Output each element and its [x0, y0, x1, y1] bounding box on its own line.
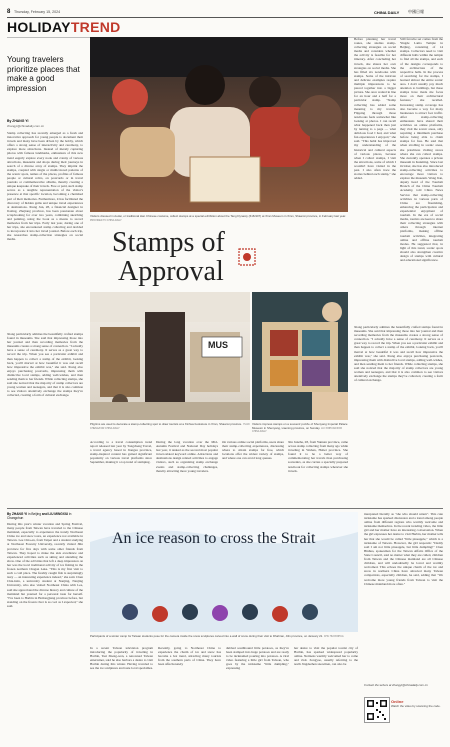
qr-code[interactable] — [364, 697, 390, 723]
photo-mid-right-credit: LIU XINHUAN/FOR CHINA DAILY — [252, 426, 342, 433]
story1-headline: Young travelers prioritize places that make a good impression — [7, 55, 80, 93]
mid-col2: During the long vacation over the Mid-Autumn Festival and National Day holidays last year, it ranked as the second most popular travel-related keyword online. Attractions and destinations design related activities to engage visitors, such as organizing stamp exchange events and stamp-collecting challenges, thereby attracting more young travelers. — [156, 440, 218, 473]
mid-col4: Xin Junzha, 28, from Yunnan province, came across stamp collecting from many ago while traveling in Wuhan, Hubei province. She found it to be a better way of commemorating her travels than purchasing souvenirs, as she carries a specially prepared notebook for collecting stamps wherever she travels. — [288, 440, 348, 473]
story2-byline-name: By ZHANG YI — [7, 512, 28, 516]
photo-mid-right-caption-text: Visitors impress stamps on a souvenir puzzle of Shenyang Imperial Palace Museum in Shenyang, Liaoning province, on Sunday. — [252, 422, 348, 430]
story1-email: zhangyi@chinadaily.com.cn — [7, 124, 45, 128]
feature-title — [90, 228, 348, 286]
story2-photo-caption — [90, 635, 358, 639]
section-title-sub: TREND — [70, 19, 121, 35]
story2-right-col: interpreted literally as "she who should return". This cute nickname has sparked discussion and a trend among people online from different regions who warmly welcome and nickname themselves. In the recent trending video, the little girl and her mother have an interesting conversation. When the girl expresses her desire to visit Harbin, her mother tells her that she would be called "little pineapple," which is a nickname of Taiwan. However, the girl responds: "Daddy said I am not little pineapple, but little dumpling!" Chen Binhua, spokesman for the Taiwan Affairs Office of the State Council, said no matter what they are called, children from Taiwan and the Chinese mainland are all Chinese children, and will undoubtedly be loved and warmly welcomed. This echoes the unique charm of the ice and snow in northern China have attracted many Taiwan compatriots, especially children, he said, adding that "We welcome more young friends from Taiwan to visit the Chinese mainland more often." — [364, 512, 443, 586]
story2-byline-name2: and LIU MINGXIU — [41, 512, 69, 516]
qr-code-icon — [365, 698, 389, 722]
photo-stamp-exhibition-image — [90, 37, 348, 212]
photo-palace-museum-puzzle — [252, 292, 348, 420]
photo-top-caption — [90, 215, 348, 222]
photo-mid-right-caption — [252, 423, 348, 434]
photo-mid-left-caption-text: Pilgrims are used to decorate a stamp-collecting spot to draw tourists at a Xinhua bookstore in Xi'an, Shaanxi province. — [90, 422, 243, 426]
feature-title-line1: Stamps of — [112, 227, 225, 258]
masthead: CHINA DAILY — [374, 10, 400, 15]
story2-byline-location2: in Changchun — [7, 512, 72, 520]
photo-top-caption-text: Visitors dressed in Aodai, or traditional Han Chinese costume, collect stamps at a special exhibition about the Tang Dynasty (618-907) at Xi'an Museum in Xi'an, Shaanxi province, in February last year. — [90, 214, 346, 218]
photo-top-credit: PROVIDED TO CHINA DAILY — [90, 218, 122, 222]
online-label: Online — [391, 699, 404, 704]
stamp-icon — [238, 248, 256, 266]
section-title — [7, 19, 121, 35]
story2-photo-credit: CHU HUI/XINHUA — [323, 635, 344, 638]
story2-col4: dubbed southbound little potatoes, as they've been stamped into huge potatoes and are ready to be nicknamed pouring into potatoes. A viral video featuring a little girl from Taiwan, who goes by the nickname "little dumpling," expressing — [226, 646, 289, 671]
photo-mid-left-credit: YUAN CHENG/FOR CHINA DAILY — [90, 423, 250, 430]
story2-col5: her desire to visit the popular tourist city of Harbin, has sparked widespread popularity online. Netizens warmly welcomed her to come and visit. Zongyao, usually referring to the north Jingdezhen snowmen, can also be — [294, 646, 358, 667]
bookstore-sign: MUS — [208, 340, 228, 350]
online-text: Watch the video by scanning the code. — [391, 704, 441, 708]
story1-body-col1: Stamp collecting has recently emerged as a fresh and innovative approach for young people to document their travels and many have been driven by the hobby, which offers a strong sense of interactivity and ceremony, to explore more attractions. Instead of merely capturing photos with famous landmarks, enthusiasts of this new trend eagerly explore every nook and cranny of various attractions, museums and shops during their journeys in search of a diverse array of stamps. They imprint the stamps, coupled with single or multicolored patterns of the scenic spots, names of the places, profiles of famous people or cultural relics, on postcards or in travel journals or commemorative albums, thereby creating a unique keepsake of their travels. Free or paid, such stamp serves as a tangible representation of the visitor's presence at that specific location, becoming a cherished part of their memories. Furthermore, it has facilitated the discovery of hidden gems and unique travel experiences at destinations. Xiang Jun, 28, a financial designer in Jiaxing, Zhejiang province, has been passionate about scrapbooking for over two years, combining sketching and painting, using the book as a means to record memories from her trips. Early last year, during one of her trips, she encountered stamp collecting and decided to incorporate it into her travel journal. Before each trip, she researches stamp-collection strategies on social media. — [7, 131, 83, 242]
photo-palace-image — [252, 292, 348, 420]
story1-body-col3: Before planning her travel routes, she studies stamp-collecting strategies on social media and considers whether the activity is feasible for her itinerary. After concluding her travels, she shares her own strategies on social media. She has filled six notebooks with stamps. Some of the intricate and delicate examples require multiple impressions to be pieced together into a bigger picture. She once waited in line for an hour and a half for a particular stamp. "Stamp collecting has added some meaning to my travels. Flipping through those notebooks feels somewhat like looking at photos. I can recall what happened back then just by turning to a page — what delicious food I had, and what fun experiences I enjoyed," she said. "This habit has improved my understanding of the historical and cultural aspects of various places, because when I collect stamps, I visit the attractions, some of which I wouldn't have visited in the past. I also often trace the stories behind each stamp," she added. — [354, 37, 396, 181]
mid-col1: According to a travel consumption trend report released last year by Tongcheng Travel, a travel agency based in Jiangsu province, stamp-inspired content has gained significant popularity on various travel platforms since September, making it a top trend of stamping. — [90, 440, 152, 465]
story-divider — [7, 508, 443, 509]
story2-byline — [7, 512, 83, 520]
photo-stamp-exhibition — [90, 37, 348, 212]
feature-title-line2: Approval — [118, 256, 224, 287]
photo-bookstore-image — [90, 292, 250, 420]
photo-mid-left-caption — [90, 423, 250, 430]
mid-col3: On various online social platforms, users share their stamp-collecting experiences, discussing where to obtain stamps for free, which locations offer the widest variety of stamps, and where one can avoid long queues. — [222, 440, 284, 461]
issue-date: Thursday, February 15, 2024 — [14, 10, 61, 14]
story2-headline: An ice reason to cross the Strait — [112, 530, 316, 547]
photo-bookstore-stamp-spot — [90, 292, 250, 420]
story1-body-col5 — [354, 325, 443, 505]
story2-left-col: During this year's winter vacation and Spring Festival, many people from Taiwan have traveled to the Chinese mainland, especially to experience the trendy Northeast China ice and snow tours, an experience not available in Taiwan. Lee Chia-en, from Taipei and a student studying at Northeast Forestry University, recently visited Jilin province for five days with some other friends from Taiwan. They hoped to make the skis excellence and experienced activities such as skiing and attending the show. One of the activities that left a deep impression on her was the local traditional activity of ice fishing in the frozen northern Chagan Lake. "This is my first visit to such a cold place. The freshly caught fish is surprisingly tasty — an interesting experience indeed," she said. Chen Chia-hsin, a university student at Nanjing, Nanjing University, who also visited Northeast China with Lee, said she appreciated the diverse history and culture of the mainland but yearned for a personal taste for herself. "I've been to Harbin in Heilongjiang province before, but standing on the frozen river is as cool as I expected," she said. — [7, 522, 83, 608]
story1-body-col4-continued: Xiang particularly admires the beautifully crafted stamps found in museums. She said that impressing those into her journal and then recording memories from the museums creates a strong sense of connection. "I actually have a sense of ceremony. It serves as a great way to record the trip. When you see a particular exhibit and then happen to collect a stamp of the exhibit, looking back, you'll marvel at how beautiful it was and recall how impressive the exhibit was," she said. Xiang also enjoys purchasing postcards, impressing them with distinctive local stamps, adding well-wishes, and then sending them to her friends. While collecting stamps, she said she noticed that the majority of stamp collectors are young women and teenagers, and that it is also common to see visitors attentively exchange the stamps they've collected, creating a form of cultural exchange. — [354, 325, 443, 383]
story2-contact: Contact the writers at zhangyi@chinadaily.com.cn — [364, 683, 428, 687]
story2-photo-caption-text: Participants of a winter camp for Taiwan students pose for the camera inside the snow sculptures carved into a wall of snow during their visit to Dhahran, Jilin province, on January 21. — [90, 634, 324, 638]
story2-byline-location: in Beijing — [28, 512, 41, 516]
masthead-chinese: 中國日報 — [408, 9, 424, 14]
page-number: 8 — [7, 9, 11, 15]
story1-body-col4: Still favorite set comes from the Yingde Lama Temple in Beijing, consisting of 14 stamps. Collectors need to visit different halls within the temple to find all the stamps, and each of the designs corresponds to the architecture of the respective halls. In the process of searching for the stamps, I learned almost the entire scenic area. I don't usually pay much attention to buildings, but these stamps have made me focus more on their architectural features," she recalled. Increasing stamp coverage has also become a way for many businesses to attract foot traffic. After stamp-collecting enthusiasts have shared their activities on online platforms, they visit the scenic areas, only requiring a minimum purchase before being able to claim stamps for free. He said that when strolling in scenic areas, she prioritizes visiting stores where she can collect stamps. She currently operates a private museum in Kunming. Since last October, she has also introduced stamp-collecting activities to encourage more visitors to explore the museum. Wang Jian, deputy head of the Tourism Branch of the China Tourism Academy, told China News Service that stamp-collecting activities in various parts of China are flourishing, enhancing the participation and experiential enjoyment of tourism. In the era of social media, tourists are keen to share their collecting strategies with others through internet platforms, making offline tourism activities, integrating online and offline tourism modes. He suggested that, in light of this trend, scenic spots should also strengthen creative design of stamps with cultural and educational significance. — [400, 37, 443, 263]
story2-col3: Recently, going to Northeast China to experience the charm of ice and snow has become a hot trend, attracting many tourists from the southern parts of China. They have been affectionately — [158, 646, 221, 667]
section-title-main: HOLIDAY — [7, 19, 71, 35]
header-divider — [7, 17, 443, 18]
story1-byline: By ZHANG YI — [7, 119, 29, 123]
story2-col2: In a recent Taiwan television program introducing the popularity of traveling in Harbin, Tsai Zheng-wen, a renowned Taiwan entertainer, said he also harbors a desire to visit Harbin during this winter. Having traveled to see the ice sculptures and taste local specialties. — [90, 646, 153, 671]
story1-body-col2: Xiang particularly admires the beautifully crafted stamps found in museums. She said that impressing those into her journal and then recording memories from the museums creates a strong sense of connection. "I actually have a sense of ceremony. It serves as a great way to record the trip. When you see a particular exhibit and then happen to collect a stamp of the exhibit, looking back, you'll marvel at how beautiful it was and recall how impressive the exhibit was," she said. Xiang also enjoys purchasing postcards, impressing them with distinctive local stamps, adding well-wishes, and then sending them to her friends. While collecting stamps, she said she noticed that the majority of stamp collectors are young women and teenagers, and that it is also common to see visitors attentively exchange the stamps they've collected, creating a form of cultural exchange. — [7, 332, 83, 398]
